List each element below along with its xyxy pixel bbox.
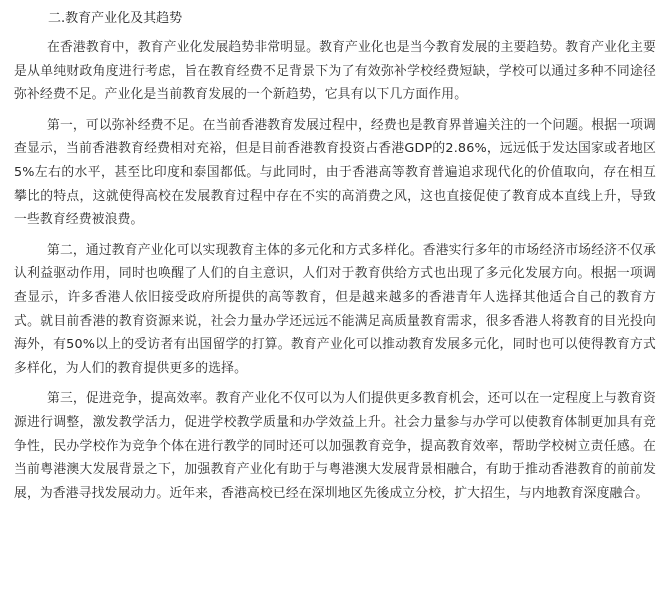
section-heading: 二.教育产业化及其趋势 xyxy=(48,11,183,26)
paragraph-third-point: 第三，促进竞争，提高效率。教育产业化不仅可以为人们提供更多教育机会，还可以在一定程度上与教育资源进行调整，激发教学活力，促进学校教学质量和办学效益上升。社会力量参与办学可以使教育体制更加具有竞争性，民办学校作为竞争个体在进行教学的同时还可以加强教育竞争，提高教育效率，帮助学校树立责任感。在当前粤港澳大发展背景之下，加强教育产业化有助于与粤港澳大发展背景相融合，有助于推动香港教育的前前发展，为香港寻找发展动力。近年来，香港高校已经在深圳地区先後成立分校，扩大招生，与内地教育深度融合。 xyxy=(14,391,656,501)
paragraph-second-point: 第二，通过教育产业化可以实现教育主体的多元化和方式多样化。香港实行多年的市场经济市场经济不仅承认利益驱动作用，同时也唤醒了人们的自主意识，人们对于教育供给方式也出现了多元化发展方向。根据一项调查显示，许多香港人依旧接受政府所提供的高等教育，但是越来越多的香港青年人选择其他适合自己的教育方式。就目前香港的教育资源来说，社会力量办学还远远不能满足高质量教育需求，很多香港人将教育的目光投向海外，有50%以上的受访者有出国留学的打算。教育产业化可以推动教育发展多元化，同时也可以使得教育方式多样化，为人们的教育提供更多的选择。 xyxy=(14,242,656,376)
paragraph-intro: 在香港教育中，教育产业化发展趋势非常明显。教育产业化也是当今教育发展的主要趋势。教育产业化主要是从单纯财政角度进行考虑，旨在教育经费不足背景下为了有效弥补学校经费短缺，学校可以通过多种不同途径弥补经费不足。产业化是当前教育发展的一个新趋势，它具有以下几方面作用。 xyxy=(14,40,656,103)
paragraph-first-point: 第一，可以弥补经费不足。在当前香港教育发展过程中，经费也是教育界普遍关注的一个问题。根据一项调查显示，当前香港教育经费相对充裕，但是目前香港教育投资占香港GDP的2.86%，远远低于发达国家或者地区5%左右的水平，甚至比印度和泰国都低。与此同时，由于香港高等教育普遍追求现代化的价值取向，存在相互攀比的特点，这就使得高校在发展教育过程中存在不实的高消费之风，这也直接促使了教育成本直线上升，导致一些教育经费被浪费。 xyxy=(14,117,656,228)
